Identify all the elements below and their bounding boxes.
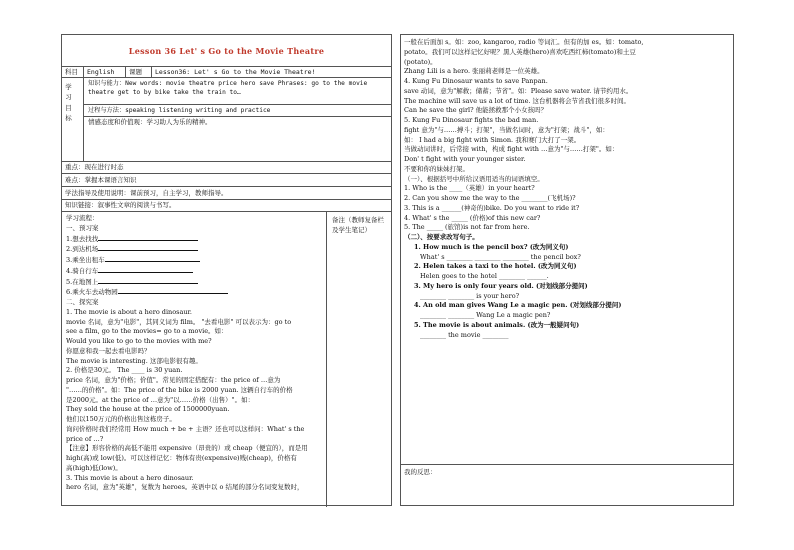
note-line: 如： I had a big fight with Simon. 我和赛门大打了一架。 <box>404 135 581 144</box>
objective-emotion: 情感态度和价值观：学习助人为乐的精神。 <box>88 118 212 126</box>
exercise-two-line: 5. The movie is about animals. (改为一般疑问句) <box>414 320 580 329</box>
preview-item: 3.乘坐出租车 <box>66 255 322 266</box>
explore-line: 高(high)低(low)。 <box>66 463 122 472</box>
preview-item: 2.到达机场 <box>66 244 322 255</box>
title-row <box>62 35 391 67</box>
explore-line: see a film, go to the movies= go to a movie。如： <box>66 327 228 336</box>
exercise-one-item: 3. This is a ______(神奇的)bike. Do you want to ride it? <box>404 203 580 212</box>
learning-flow-body: 学习流程： 一、预习案 1.想去找找 2.到达机场 3.乘坐出租车 4.骑自行车 5.在地图上 6.乘火车去动物园 二、探究案 1. The movie is about a hero dinosaur. movie 名词，意为"电影"，其同义词为 film。 "去看电影" 可以表示为：go to see a film, go to the movies= go to a movie。如： Would you like to go to the movies with me? 你愿意和我一起去看电影吗？ The movie is interesting. 这部电影很有趣。 2. 价格是30元。 The ____ is 30 yuan. price 名词，意为"价格；价值"。常见的固定搭配有：the price of …意为 "……的价格"。如：The price of the bike is 2000 yuan. 这辆自行车的价格 是2000元。at the price of …意为"以……价格（出售）"。如： They sold the house at the price of 1500000yuan. 他们以150万元的价格出售这栋房子。 询问价格时我们经常用 How much + be + 主语？还也可以这样问：What' s the price of …? 【注意】形容价格的高低不能用 expensive（昂贵的）或 cheap（便宜的），而是用 high(高)或 low(低)。可以这样记忆：物体有贵(expensive)贱(cheap)，价格有 高(high)低(low)。 3. This movie is about a hero dinosaur. hero 名词，意为"英雄"，复数为 heroes。英语中以 o 结尾的部分名词变复数时， <box>62 212 327 507</box>
note-line: 4. Kung Fu Dinosaur wants to save Panpan. <box>404 77 548 85</box>
method-row: 学法指导及使用说明：课前预习，自主学习，教师指导。 <box>62 187 391 200</box>
right-body <box>401 35 733 465</box>
exercise-one-item: 5. The _____ (旅馆)is not far from here. <box>404 223 530 232</box>
learning-flow-row <box>62 212 391 507</box>
preview-item: 4.骑自行车 <box>66 266 322 277</box>
page-title: Lesson 36 Let' s Go to the Movie Theatre <box>128 46 325 56</box>
explore-line: The movie is interesting. 这部电影很有趣。 <box>66 356 202 365</box>
exercise-two-line: ________ the movie ________ <box>420 330 509 339</box>
subject-label: 科目 <box>62 67 84 77</box>
explore-line: 他们以150万元的价格出售这栋房子。 <box>66 415 176 423</box>
note-line: 5. Kung Fu Dinosaur fights the bad man. <box>404 116 539 124</box>
explore-line: 【注意】形容价格的高低不能用 expensive（昂贵的）或 cheap（便宜的），而是用 <box>66 444 308 453</box>
knowledge-link-row: 知识链接：叙事性文章的阅读与书写。 <box>62 200 391 212</box>
exercise-two-line: 1. How much is the pencil box? (改为同义句) <box>414 242 569 251</box>
exercise-two-line: 4. An old man gives Wang Le a magic pen. (对划线部分提问) <box>414 301 622 310</box>
exercise-one-item: 4. What' s the _____ (价格)of this new car? <box>404 213 541 222</box>
exercise-two-heading: （二）、按要求改写句子。 <box>404 233 479 241</box>
objective-knowledge: 知识与能力：New words: movie theatre price hero save Phrases: go to the movie theatre get to by bike take the train to… <box>88 80 368 97</box>
explore-line: 是2000元。at the price of …意为"以……价格（出售）"。如： <box>66 395 255 404</box>
objectives-label: 学 习 目 标 <box>65 83 72 123</box>
note-line: Can he save the girl? 他能拯救那个小女孩吗？ <box>404 106 548 115</box>
exercise-one-heading: （一）、根据括号中所给汉语用适当的词语填空。 <box>404 174 544 183</box>
exercise-one-item: 2. Can you show me the way to the ________(飞机场)? <box>404 194 576 202</box>
preview-item: 6.乘火车去动物园 <box>66 287 322 298</box>
exercise-two-line: 2. Helen takes a taxi to the hotel. (改为同义句) <box>414 262 577 271</box>
teacher-note-column: 备注（教师复备栏及学生笔记） <box>332 216 384 235</box>
explore-line: They sold the house at the price of 1500000yuan. <box>66 405 230 414</box>
note-line: (potato)。 <box>404 57 437 66</box>
explore-line: 2. 价格是30元。 The ____ is 30 yuan. <box>66 366 183 375</box>
lesson-plan-left <box>61 34 392 506</box>
key-row: 重点：现在进行时态 <box>62 162 391 174</box>
objectives-label-cell <box>62 78 84 161</box>
explore-line: hero 名词，意为"英雄"，复数为 heroes。英语中以 o 结尾的部分名词变复数时， <box>66 483 304 492</box>
note-line: potato。我们可以这样记忆好呢？黑人英雄(hero)喜欢吃西红柿(tomato)和土豆 <box>404 47 636 56</box>
explore-line: Would you like to go to the movies with me? <box>66 337 212 345</box>
note-line: 当做动词讲时，后常接 with，构成 fight with …意为"与……打架"。如： <box>404 145 619 154</box>
objective-process: 过程与方法：speaking listening writing and practice <box>88 107 271 114</box>
explore-line: 3. This movie is about a hero dinosaur. <box>66 473 194 482</box>
explore-line: 询问价格时我们经常用 How much + be + 主语？还也可以这样问：What' s the <box>66 424 305 433</box>
explore-line: 你愿意和我一起去看电影吗？ <box>66 346 151 355</box>
subject-value: English <box>84 67 126 77</box>
exercise-two-line: ________ ________ Wang Le a magic pen? <box>420 311 551 319</box>
exercise-two-line: 3. My hero is only four years old. (对划线部分提问) <box>414 281 588 290</box>
note-line: The machine will save us a lot of time. 这台机器将会节省我们很多时间。 <box>404 96 631 105</box>
lesson-plan-right <box>400 34 734 506</box>
explore-line: "……的价格"。如：The price of the bike is 2000 yuan. 这辆自行车的价格 <box>66 385 293 394</box>
topic-label: 课题 <box>126 67 152 77</box>
exercise-two-line: What' s ________ ________ ________ the pencil box? <box>420 252 581 261</box>
note-line: Zhang Lili is a hero. 张丽莉老师是一位英雄。 <box>404 67 544 76</box>
topic-value: Lesson36: Let' s Go to the Movie Theatre! <box>155 68 316 76</box>
note-line: fight 意为"与……搏斗；打架"，当做名词时，意为"打架；战斗"，如： <box>404 125 609 134</box>
subject-row <box>62 67 391 78</box>
note-line: save 动词，意为"解救；储蓄；节省"。如：Please save water. 请节约用水。 <box>404 86 633 95</box>
exercise-one-item: 1. Who is the ____（英雄）in your heart? <box>404 184 535 193</box>
note-line: 一般在后面加 s。如：zoo, kangaroo, radio 等词汇。但有的加 es。如：tomato, <box>404 38 644 46</box>
explore-line: 1. The movie is about a hero dinosaur. <box>66 307 192 316</box>
preview-item: 5.在地图上 <box>66 277 322 288</box>
reflection-label: 我的反思： <box>404 468 437 476</box>
exercise-two-line: ________ ________ is your hero? <box>420 291 520 300</box>
objectives-row <box>62 78 391 162</box>
note-line: Don' t fight with your younger sister. <box>404 155 526 163</box>
difficulty-row: 难点：掌握本课语言知识 <box>62 174 391 187</box>
explore-line: price of …? <box>66 434 104 443</box>
reflection-box <box>401 465 733 507</box>
explore-line: movie 名词，意为"电影"，其同义词为 film。 "去看电影" 可以表示为：go to <box>66 317 292 326</box>
note-line: 不要和你的妹妹打架。 <box>404 164 469 173</box>
exercise-two-line: Helen goes to the hotel ________ ______. <box>420 272 549 280</box>
explore-line: price 名词，意为"价格；价值"。常见的固定搭配有：the price of …意为 <box>66 376 281 384</box>
explore-line: high(高)或 low(低)。可以这样记忆：物体有贵(expensive)贱(cheap)，价格有 <box>66 454 297 462</box>
preview-item: 1.想去找找 <box>66 234 322 245</box>
